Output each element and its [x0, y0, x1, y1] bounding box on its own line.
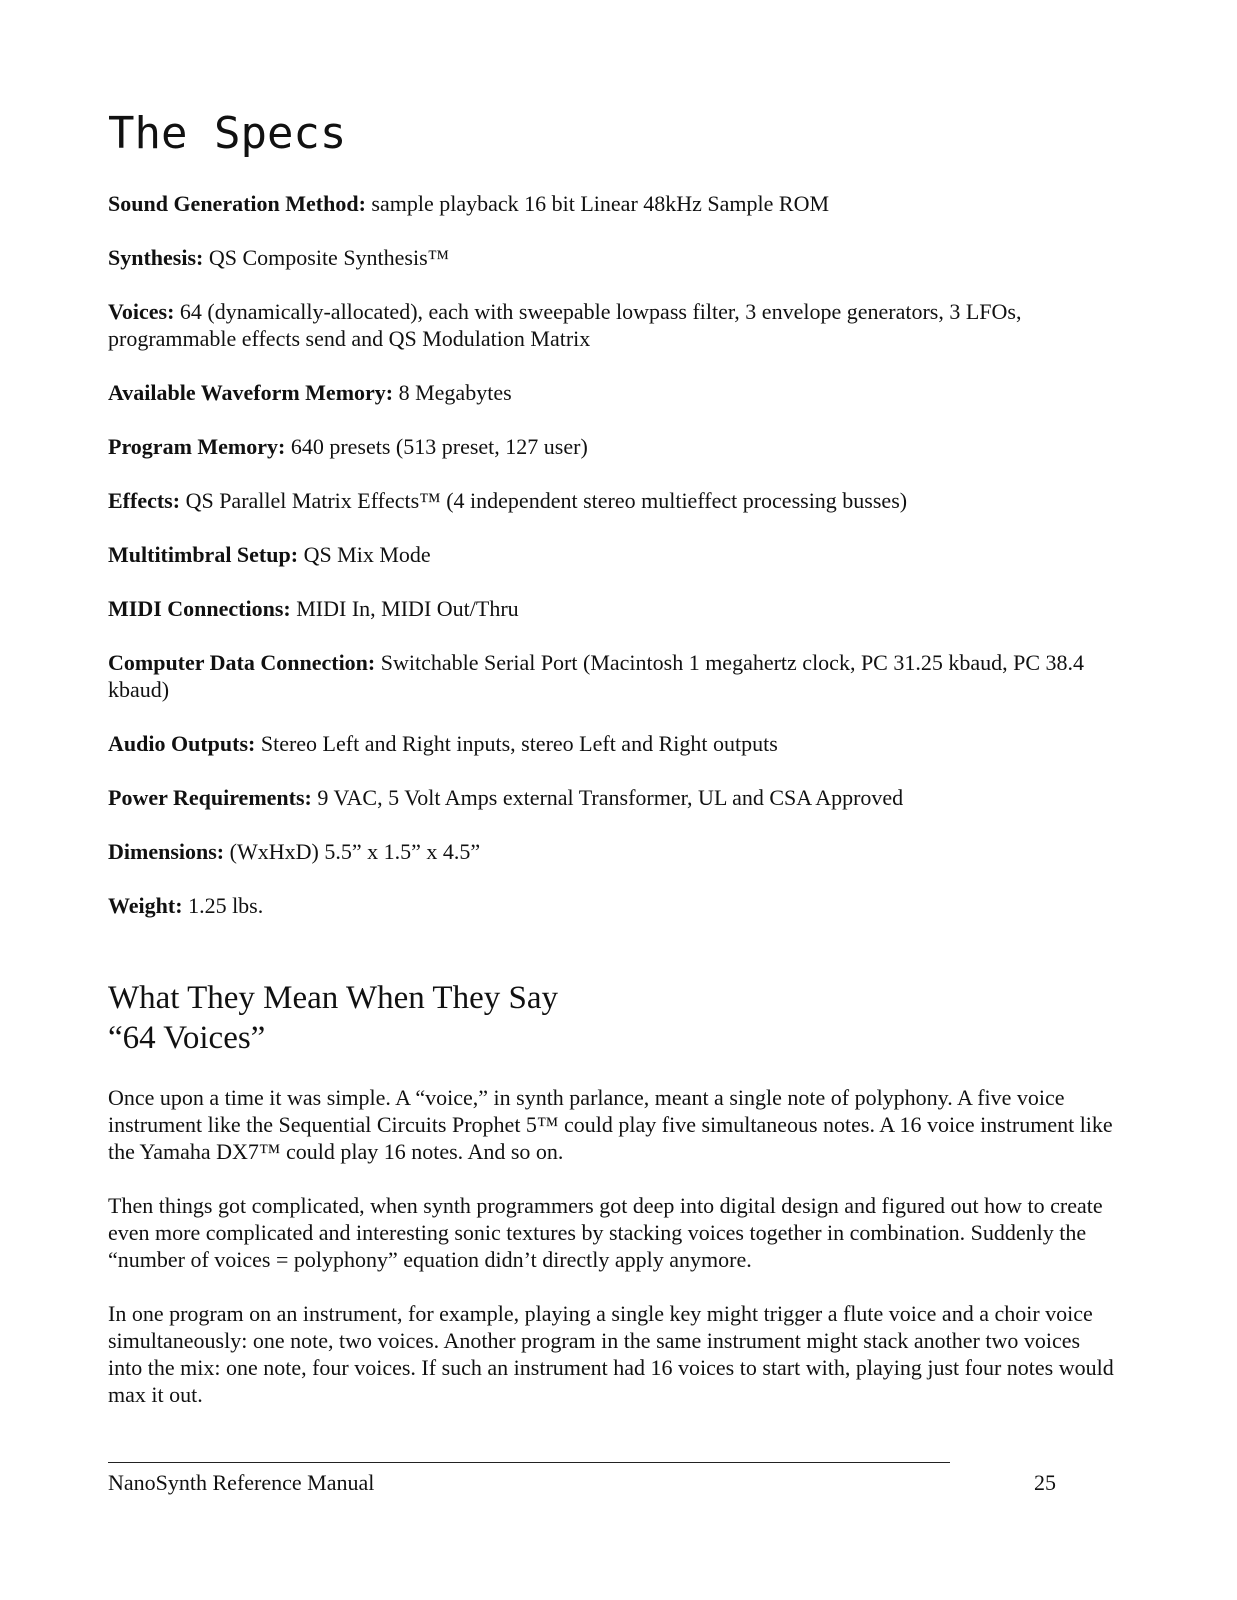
spec-value: QS Mix Mode	[298, 542, 431, 567]
spec-list	[108, 190, 1118, 946]
spec-label: Synthesis:	[108, 245, 204, 270]
spec-label: MIDI Connections:	[108, 596, 291, 621]
spec-value: 1.25 lbs.	[182, 893, 264, 918]
spec-value: QS Composite Synthesis™	[203, 245, 450, 270]
spec-label: Weight:	[108, 893, 183, 918]
body-paragraph: Then things got complicated, when synth programmers got deep into digital design and figured out how to create even more complicated and interesting sonic textures by stacking voices together in combination. Suddenly the “number of voices = polyphony” equation didn’t directly apply anymore.	[108, 1193, 1103, 1272]
spec-value: Switchable Serial Port (Macintosh 1 megahertz clock, PC 31.25 kbaud, PC 38.4 kbaud)	[108, 650, 1085, 702]
spec-value: sample playback 16 bit Linear 48kHz Sample ROM	[365, 191, 830, 216]
spec-label: Sound Generation Method:	[108, 191, 366, 216]
spec-label: Power Requirements:	[108, 785, 312, 810]
spec-item	[108, 541, 1118, 568]
spec-item	[108, 892, 1118, 919]
section-heading-line1: What They Mean When They Say	[108, 980, 558, 1016]
spec-item	[108, 487, 1118, 514]
page-title: The Specs	[108, 108, 347, 159]
body-paragraph: In one program on an instrument, for example, playing a single key might trigger a flute voice and a choir voice simultaneously: one note, two voices. Another program in the same instrument might stack another two voices into the mix: one note, four voices. If such an instrument had 16 voices to start with, playing just four notes would max it out.	[108, 1301, 1114, 1407]
spec-item	[108, 649, 1118, 703]
spec-label: Computer Data Connection:	[108, 650, 376, 675]
spec-item	[108, 379, 1118, 406]
spec-item	[108, 190, 1118, 217]
spec-item	[108, 595, 1118, 622]
spec-label: Multitimbral Setup:	[108, 542, 299, 567]
spec-label: Audio Outputs:	[108, 731, 256, 756]
spec-item	[108, 838, 1118, 865]
spec-item	[108, 730, 1118, 757]
spec-item	[108, 433, 1118, 460]
spec-value: QS Parallel Matrix Effects™ (4 independent stereo multieffect processing busses)	[180, 488, 908, 513]
body-paragraph: Once upon a time it was simple. A “voice,” in synth parlance, meant a single note of polyphony. A five voice instrument like the Sequential Circuits Prophet 5™ could play five simultaneous notes. A 16 voice instrument like the Yamaha DX7™ could play 16 notes. And so on.	[108, 1085, 1113, 1164]
spec-item	[108, 244, 1118, 271]
spec-item	[108, 784, 1118, 811]
footer-divider	[108, 1462, 950, 1463]
section-body	[108, 1084, 1118, 1435]
spec-value: 9 VAC, 5 Volt Amps external Transformer, UL and CSA Approved	[311, 785, 904, 810]
spec-value: 8 Megabytes	[393, 380, 512, 405]
spec-value: 640 presets (513 preset, 127 user)	[285, 434, 588, 459]
footer-page-number: 25	[1034, 1470, 1056, 1495]
spec-value: MIDI In, MIDI Out/Thru	[290, 596, 519, 621]
spec-value: (WxHxD) 5.5” x 1.5” x 4.5”	[224, 839, 481, 864]
spec-value: Stereo Left and Right inputs, stereo Left and Right outputs	[255, 731, 778, 756]
spec-label: Dimensions:	[108, 839, 225, 864]
section-heading-line2: “64 Voices”	[108, 1020, 266, 1056]
section-heading	[108, 978, 1008, 1058]
spec-label: Voices:	[108, 299, 175, 324]
spec-item	[108, 298, 1118, 352]
spec-value: 64 (dynamically-allocated), each with sweepable lowpass filter, 3 envelope generators, 3 LFOs, programmable effects send and QS Modulation Matrix	[108, 299, 1022, 351]
footer-manual-name: NanoSynth Reference Manual	[108, 1470, 375, 1495]
spec-label: Effects:	[108, 488, 181, 513]
spec-label: Available Waveform Memory:	[108, 380, 394, 405]
spec-label: Program Memory:	[108, 434, 286, 459]
